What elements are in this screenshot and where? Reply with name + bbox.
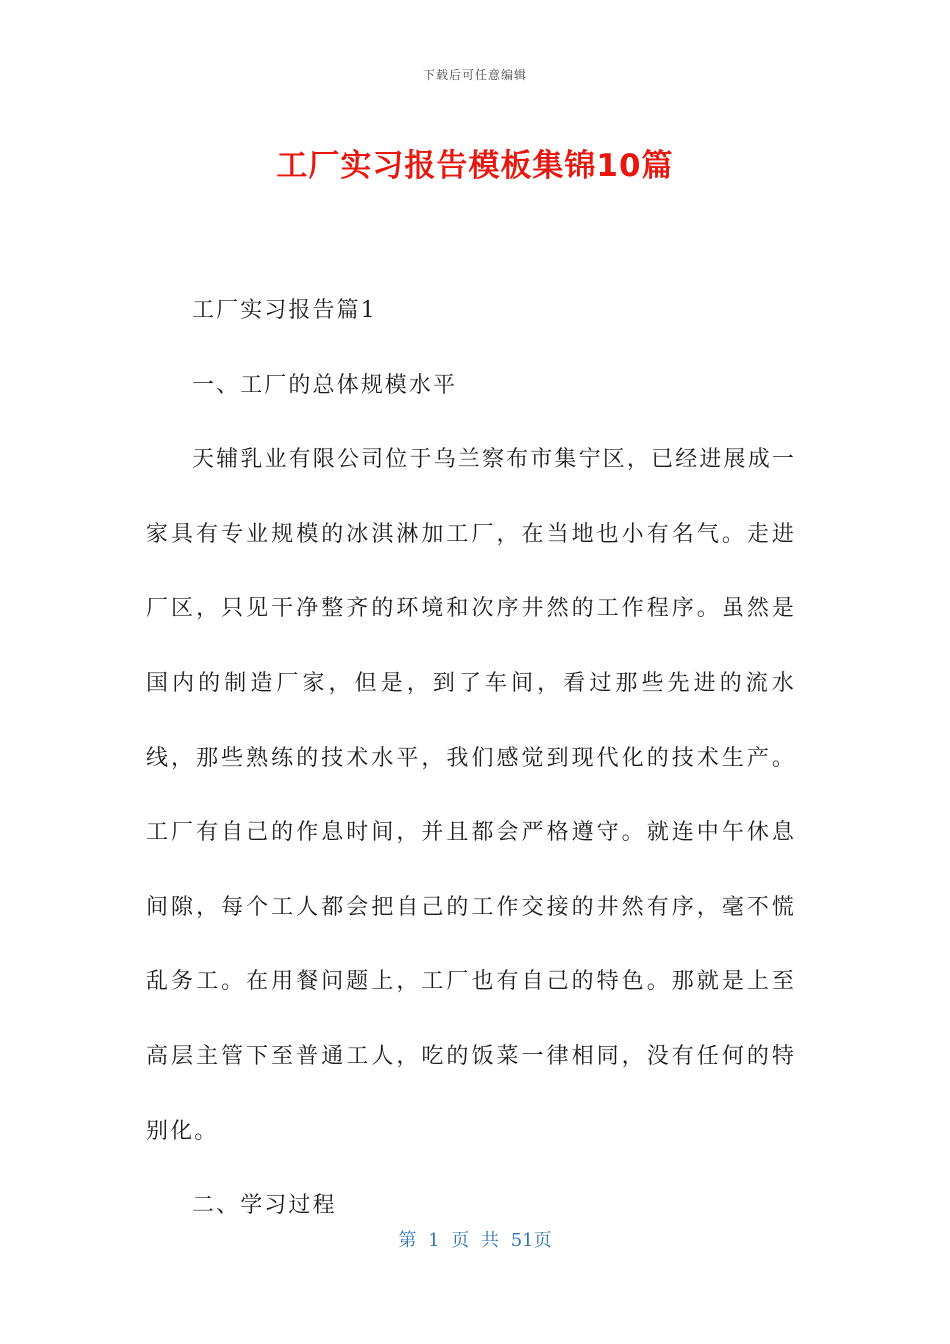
document-title: 工厂实习报告模板集锦10篇 <box>276 148 674 184</box>
heading-learning-process: 二、学习过程 <box>192 1193 337 1219</box>
page-number: 第 1 页 共 51页 <box>398 1230 552 1251</box>
page-header-note: 下载后可任意编辑 <box>422 68 527 82</box>
paragraph-company-overview: 天辅乳业有限公司位于乌兰察布市集宁区，已经进展成一家具有专业规模的冰淇淋加工厂，在当地也小有名气。走进厂区，只见干净整齐的环境和次序井然的工作程序。虽然是国内的制造厂家，但是，到了车间，看过那些先进的流水线，那些熟练的技术水平，我们感觉到现代化的技术生产。工厂有自己的作息时间，并且都会严格遵守。就连中午休息间隙，每个工人都会把自己的工作交接的井然有序，毫不慌乱务工。在用餐问题上，工厂也有自己的特色。那就是上至高层主管下至普通工人，吃的饭菜一律相同，没有任何的特别化。 <box>146 447 796 1144</box>
section-title: 工厂实习报告篇1 <box>192 298 377 323</box>
document-body <box>146 274 796 1244</box>
heading-overall-scale: 一、工厂的总体规模水平 <box>192 372 458 398</box>
